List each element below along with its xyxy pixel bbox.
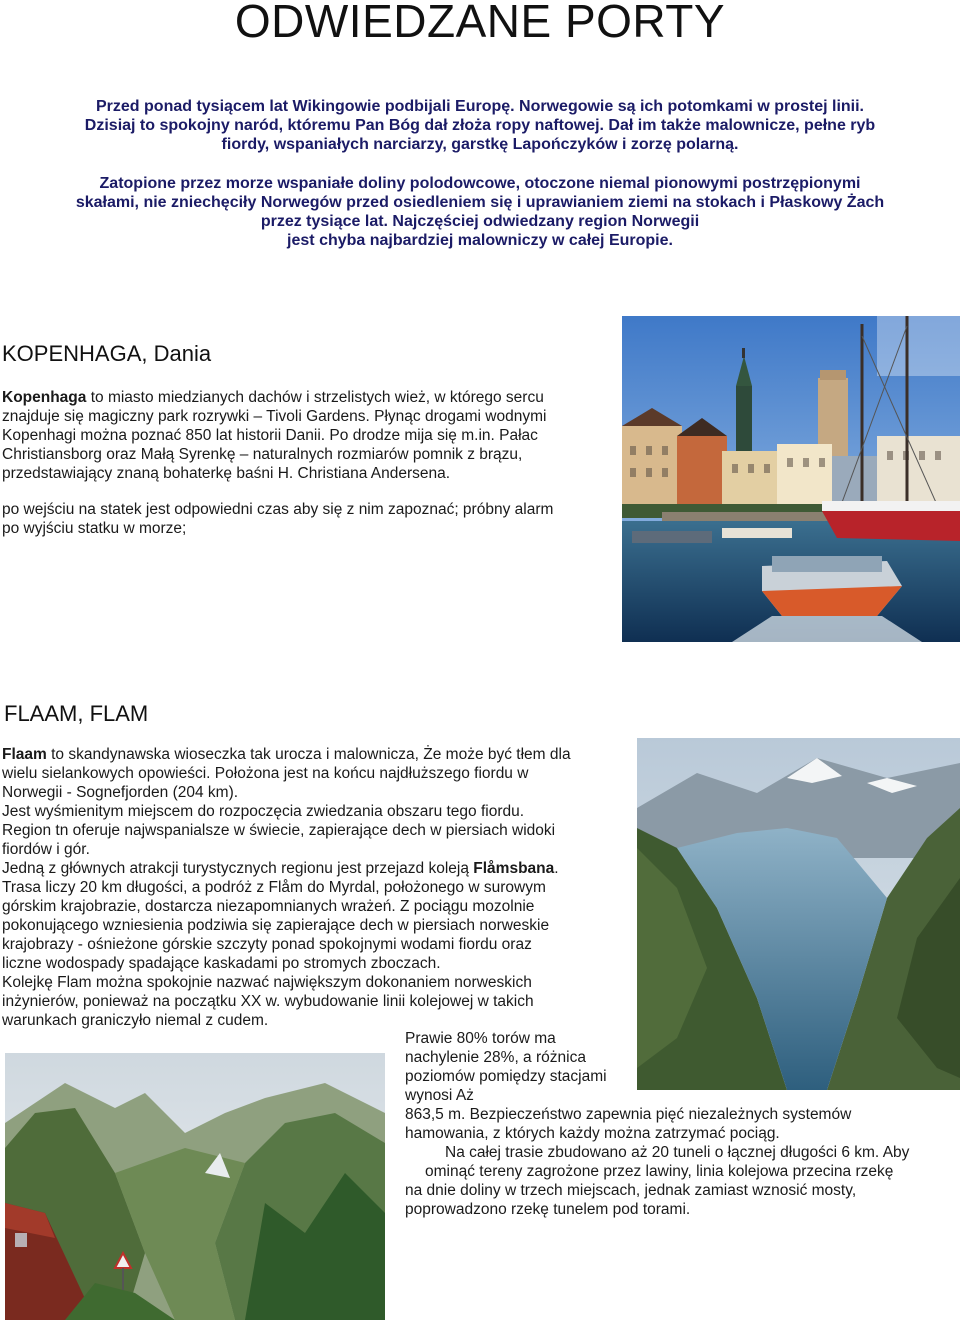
flam-line: krajobrazy - ośnieżone górskie szczyty ponad spokojnymi wodami fiordu oraz xyxy=(2,936,532,953)
flam-line: inżynierów, ponieważ na początku XX w. wybudowanie linii kolejowej w takich xyxy=(2,993,534,1010)
copenhagen-bold-word: Kopenhaga xyxy=(2,389,87,406)
flam-line: fiordów i gór. xyxy=(2,841,90,858)
ship-note-line: po wejściu na statek jest odpowiedni czas aby się z nim zapoznać; próbny alarm xyxy=(2,501,554,518)
railway-fact-line: poprowadzono rzekę tunelem pod torami. xyxy=(405,1201,691,1218)
flam-line: liczne wodospady spadające kaskadami po stromych zboczach. xyxy=(2,955,441,972)
intro-paragraph-2 xyxy=(40,174,920,250)
flam-line: górskim krajobrazie, dostarcza niezapomnianych wrażeń. Z pociągu mozolnie xyxy=(2,898,535,915)
ship-note xyxy=(2,500,602,538)
railway-facts xyxy=(405,1029,960,1219)
intro-line: Zatopione przez morze wspaniałe doliny polodowcowe, otoczone niemal pionowymi postrzępionymi xyxy=(99,175,861,192)
copenhagen-description xyxy=(2,388,602,483)
railway-fact-line: poziomów pomiędzy stacjami xyxy=(405,1068,607,1085)
flam-railway-photo xyxy=(5,1053,385,1320)
railway-fact-line: wynosi Aż xyxy=(405,1087,474,1104)
flam-line: Jedną z głównych atrakcji turystycznych regionu jest przejazd koleją xyxy=(2,860,474,877)
railway-fact-line: Prawie 80% torów ma xyxy=(405,1030,556,1047)
copenhagen-line: to miasto miedzianych dachów i strzelistych wież, w którego sercu xyxy=(86,389,544,406)
copenhagen-line: znajduje się magiczny park rozrywki – Tivoli Gardens. Płynąc drogami wodnymi xyxy=(2,408,547,425)
railway-fact-line: na dnie doliny w trzech miejscach, jednak zamiast wznosić mosty, xyxy=(405,1182,857,1199)
railway-fact-line: ominąć tereny zagrożone przez lawiny, linia kolejowa przecina rzekę xyxy=(425,1163,894,1180)
page-title: ODWIEDZANE PORTY xyxy=(234,0,726,47)
flam-line: Kolejkę Flam można spokojnie nazwać największym dokonaniem norweskich xyxy=(2,974,532,991)
railway-fact-line: 863,5 m. Bezpieczeństwo zapewnia pięć niezależnych systemów xyxy=(405,1106,852,1123)
copenhagen-line: Kopenhagi można poznać 850 lat historii Danii. Po drodze mija się m.in. Pałac xyxy=(2,427,538,444)
intro-paragraph-1 xyxy=(40,97,920,154)
ship-note-line: po wyjściu statku w morze; xyxy=(2,520,187,537)
flam-line: Jest wyśmienitym miejscem do rozpoczęcia zwiedzania obszaru tego fiordu. xyxy=(2,803,525,820)
flam-description xyxy=(2,745,642,1030)
flam-line: Norwegii - Sognefjorden (204 km). xyxy=(2,784,239,801)
copenhagen-heading: KOPENHAGA, Dania xyxy=(2,341,212,366)
flam-line: warunkach graniczyło niemal z cudem. xyxy=(2,1012,269,1029)
flam-line: to skandynawska wioseczka tak urocza i malownicza, Że może być tłem dla xyxy=(46,746,571,763)
copenhagen-photo xyxy=(622,316,960,642)
flam-bold-word: Flaam xyxy=(2,746,47,763)
copenhagen-line: Christiansborg oraz Małą Syrenkę – naturalnych rozmiarów pomnik z brązu, xyxy=(2,446,523,463)
intro-line: Przed ponad tysiącem lat Wikingowie podbijali Europę. Norwegowie są ich potomkami w prostej linii. xyxy=(96,98,864,115)
flamsbana-name: Flåmsbana xyxy=(473,860,555,877)
flam-line: Region tn oferuje najwspanialsze w świecie, zapierające dech w piersiach widoki xyxy=(2,822,556,839)
intro-line: fiordy, wspaniałych narciarzy, garstkę Lapończyków i zorzę polarną. xyxy=(221,136,739,153)
flam-line: pokonującego wzniesienia podziwia się zapierające dech w piersiach norweskie xyxy=(2,917,550,934)
flam-heading: FLAAM, FLAM xyxy=(4,701,149,726)
intro-line: jest chyba najbardziej malowniczy w całej Europie. xyxy=(287,232,673,249)
intro-line: Dzisiaj to spokojny naród, któremu Pan Bóg dał złoża ropy naftowej. Dał im także malownicze, pełne ryb xyxy=(84,117,876,134)
railway-fact-line: hamowania, z których każdy można zatrzymać pociąg. xyxy=(405,1125,780,1142)
flam-line: wielu sielankowych opowieści. Położona jest na końcu najdłuższego fiordu w xyxy=(2,765,529,782)
railway-fact-line: nachylenie 28%, a różnica xyxy=(405,1049,586,1066)
intro-line: skałami, nie zniechęciły Norwegów przed osiedleniem się i uprawianiem ziemi na stokach i Płaskowy Żach xyxy=(75,194,885,211)
flam-line: . xyxy=(554,860,559,877)
copenhagen-line: przedstawiający znaną bohaterkę baśni H. Christiana Andersena. xyxy=(2,465,451,482)
flam-line: Trasa liczy 20 km długości, a podróż z Flåm do Myrdal, położonego w surowym xyxy=(2,879,546,896)
railway-fact-line: Na całej trasie zbudowano aż 20 tuneli o łącznej długości 6 km. Aby xyxy=(445,1144,910,1161)
intro-line: przez tysiące lat. Najczęściej odwiedzany region Norwegii xyxy=(260,213,700,230)
